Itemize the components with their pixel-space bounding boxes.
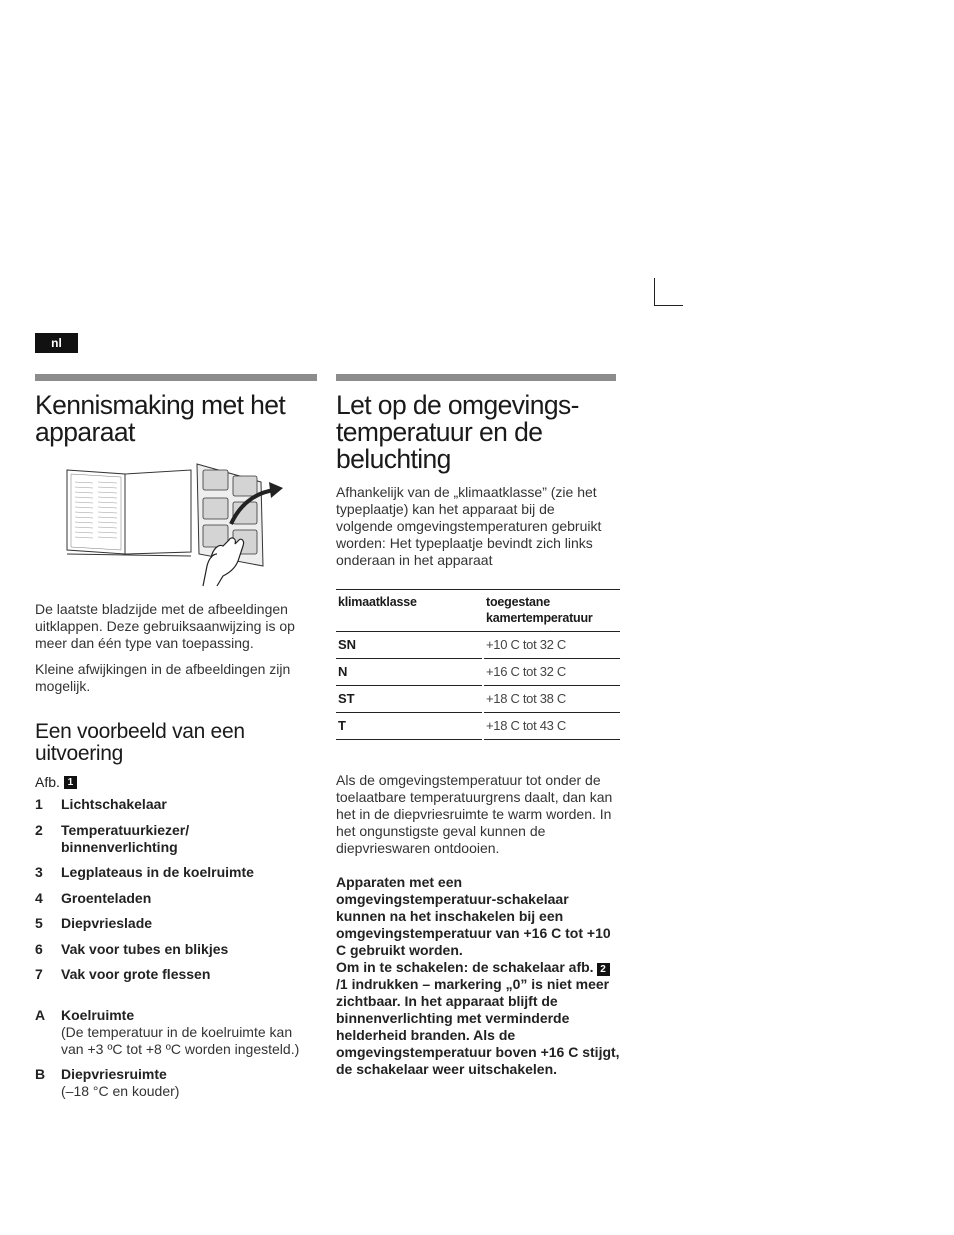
switch-paragraph-1: Apparaten met een omgevingstemperatuur-schakelaar kunnen na het inschakelen bij een omgevingstemperatuur van +16 C tot +10 C gebruikt worden. (336, 874, 611, 958)
cell-class: T (336, 713, 482, 740)
item-number: 6 (35, 940, 43, 957)
table-row (336, 632, 620, 659)
cell-class: SN (336, 632, 482, 659)
item-number: 7 (35, 966, 43, 982)
switch-paragraph-2a: Om in te schakelen: de schakelaar afb. (336, 959, 594, 975)
section-rule (35, 374, 317, 381)
list-item (35, 822, 317, 856)
list-item (35, 864, 317, 881)
table-row (336, 659, 620, 686)
list-item (35, 890, 317, 907)
item-number: 5 (35, 915, 43, 931)
cell-class: N (336, 659, 482, 686)
item-description: (De temperatuur in de koelruimte kan van +3 ºC tot +8 ºC worden ingesteld.) (61, 1024, 300, 1057)
item-label: Diepvriesruimte (61, 1066, 167, 1082)
list-item (35, 796, 317, 813)
item-label: Legplateaus in de koelruimte (61, 864, 254, 880)
low-temperature-warning: Als de omgevingstemperatuur tot onder de toelaatbare temperatuurgrens daalt, dan kan het in de diepvriesruimte te warm worden. In het ongunstigste geval kunnen de diepvrieswaren ontdooien. (336, 772, 613, 856)
figure-number-badge: 1 (64, 776, 77, 789)
list-item (35, 966, 317, 983)
cell-range: +16 C tot 32 C (484, 659, 620, 686)
example-heading: Een voorbeeld van een uitvoering (35, 720, 245, 765)
crop-mark-horizontal (654, 305, 683, 306)
item-label: Vak voor tubes en blikjes (61, 940, 229, 957)
list-item (35, 1066, 317, 1100)
climate-class-table (336, 589, 620, 740)
left-column (35, 374, 317, 1108)
figure-label: Afb. (35, 774, 60, 790)
zone-block (61, 1066, 179, 1100)
item-label: Koelruimte (61, 1007, 135, 1023)
switch-paragraph-2b: /1 indrukken – markering „0” is niet meer zichtbaar. In het apparaat blijft de binnenverlichting met verminderde helderheid branden. Als de omgevingstemperatuur boven +16 C stijgt, de schakelaar weer uitschakelen. (336, 976, 620, 1077)
crop-mark-vertical (654, 278, 655, 306)
table-row (336, 713, 620, 740)
zone-block (61, 1007, 317, 1058)
cell-range: +18 C tot 38 C (484, 686, 620, 713)
list-item (35, 941, 317, 958)
section-rule (336, 374, 616, 381)
column-header-temperature: toegestane kamertemperatuur (484, 590, 620, 632)
item-label: Diepvrieslade (61, 915, 153, 931)
figure-number-badge: 2 (597, 963, 610, 976)
item-description: (–18 °C en kouder) (61, 1083, 180, 1099)
cell-range: +10 C tot 32 C (484, 632, 620, 659)
item-number: 3 (35, 864, 43, 880)
switch-instructions (336, 874, 620, 1078)
parts-list (35, 796, 317, 983)
list-item (35, 915, 317, 932)
figure-reference (35, 774, 317, 791)
cell-class: ST (336, 686, 482, 713)
section-title-ventilation: Let op de omgevings- temperatuur en de beluchting (336, 390, 579, 474)
table-header-row (336, 590, 620, 632)
right-column (336, 374, 620, 1078)
item-number: 4 (35, 889, 43, 906)
column-header-class: klimaatklasse (336, 590, 482, 632)
item-label: Groenteladen (61, 889, 152, 906)
item-label: Lichtschakelaar (61, 796, 167, 812)
item-number: 1 (35, 796, 43, 812)
item-letter: A (35, 1007, 46, 1023)
intro-paragraph-2: Kleine afwijkingen in de afbeeldingen zijn mogelijk. (35, 661, 291, 694)
zones-list (35, 1007, 317, 1100)
cell-range: +18 C tot 43 C (484, 713, 620, 740)
item-label: Temperatuurkiezer/ binnenverlichting (61, 821, 190, 855)
list-item (35, 1007, 317, 1058)
table-row (336, 686, 620, 713)
language-tag: nl (35, 333, 78, 353)
climate-intro-paragraph: Afhankelijk van de „klimaatklasse” (zie het typeplaatje) kan het apparaat bij de volgende omgevingstemperaturen gebruikt worden: Het typeplaatje bevindt zich links onderaan in het apparaat (336, 484, 602, 568)
foldout-manual-illustration (63, 462, 283, 587)
item-label: Vak voor grote flessen (61, 966, 211, 982)
item-letter: B (35, 1066, 46, 1082)
section-title-intro: Kennismaking met het apparaat (35, 390, 286, 447)
item-number: 2 (35, 821, 43, 838)
intro-paragraph-1: De laatste bladzijde met de afbeeldingen uitklappen. Deze gebruiksaanwijzing is op meer dan één type van toepassing. (35, 601, 295, 651)
